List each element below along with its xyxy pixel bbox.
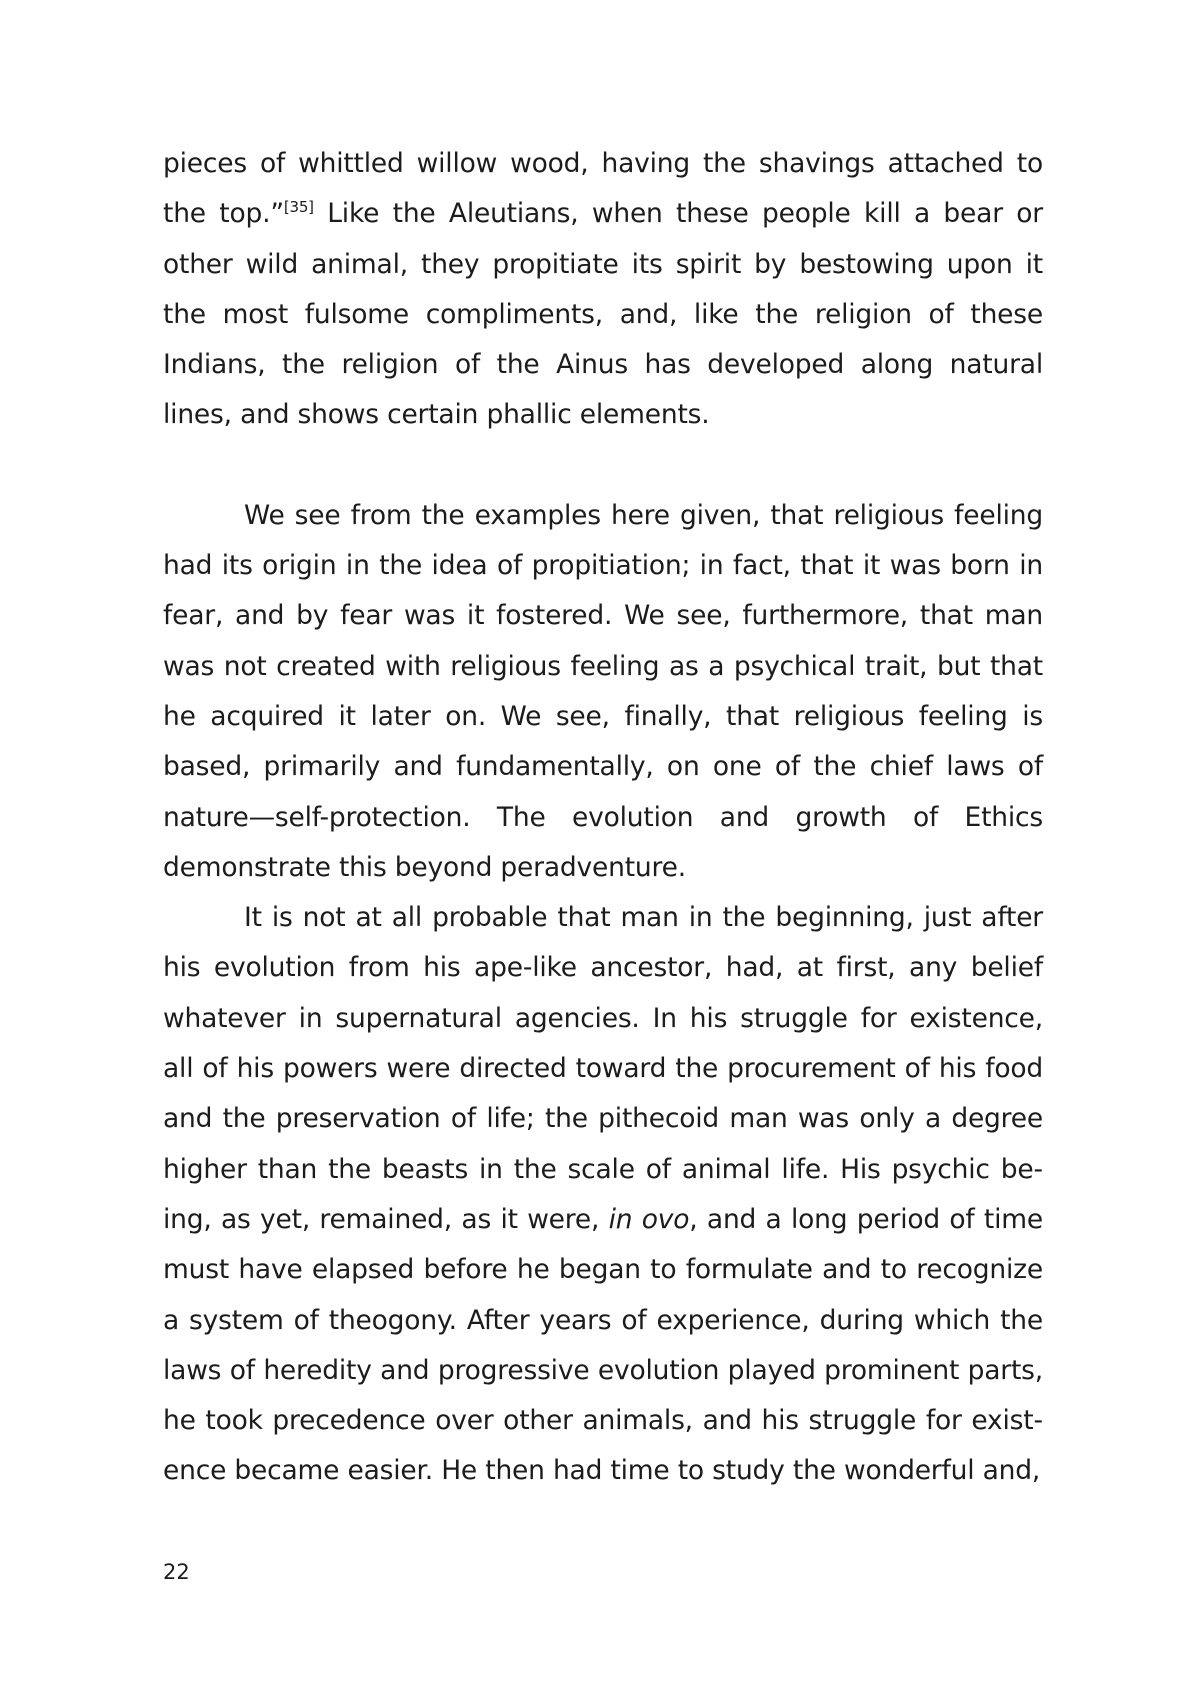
text-segment: , and a long period of time must have elapsed before he began to formulate and to recognize a system of theogony. After years of experience, during which the laws of heredity and progressive evolution played prominent parts, he took precedence over other animals, and his struggle for existence became easier. He then had time to study the wonderful and, (163, 1203, 1043, 1487)
paragraph-2 (163, 491, 1043, 893)
italic-phrase: in ovo (608, 1203, 690, 1235)
body-text (163, 139, 1043, 1497)
text-segment: pieces of whittled willow wood, having the shavings attached to the top.” (163, 148, 1043, 230)
text-segment: We see from the examples here given, that religious feeling had its origin in the idea of propitiation; in fact, that it was born in fear, and by fear was it fostered. We see, furthermore, that man was not created with religious feeling as a psychical trait, but that he acquired it later on. We see, finally, that religious feeling is based, primarily and fundamentally, on one of the chief laws of nature—self-protection. The evolution and growth of Ethics demonstrate this beyond peradventure. (163, 499, 1043, 883)
text-segment: Like the Aleutians, when these people kill a bear or other wild animal, they propitiate its spirit by bestowing upon it the most fulsome compliments, and, like the religion of these Indians, the religion of the Ainus has developed along natural lines, and shows certain phallic elements. (163, 198, 1043, 431)
page-number: 22 (163, 1560, 190, 1584)
footnote-reference[interactable]: [35] (283, 198, 314, 217)
paragraph-3 (163, 893, 1043, 1497)
paragraph-1 (163, 139, 1043, 441)
text-segment: It is not at all probable that man in the beginning, just after his evolution from his ape-like ancestor, had, at first, any belief whatever in supernatural agencies. In his struggle for existence, all of his powers were directed toward the procurement of his food and the preservation of life; the pithecoid man was only a degree higher than the beasts in the scale of animal life. His psychic being, as yet, remained, as it were, (163, 902, 1043, 1235)
